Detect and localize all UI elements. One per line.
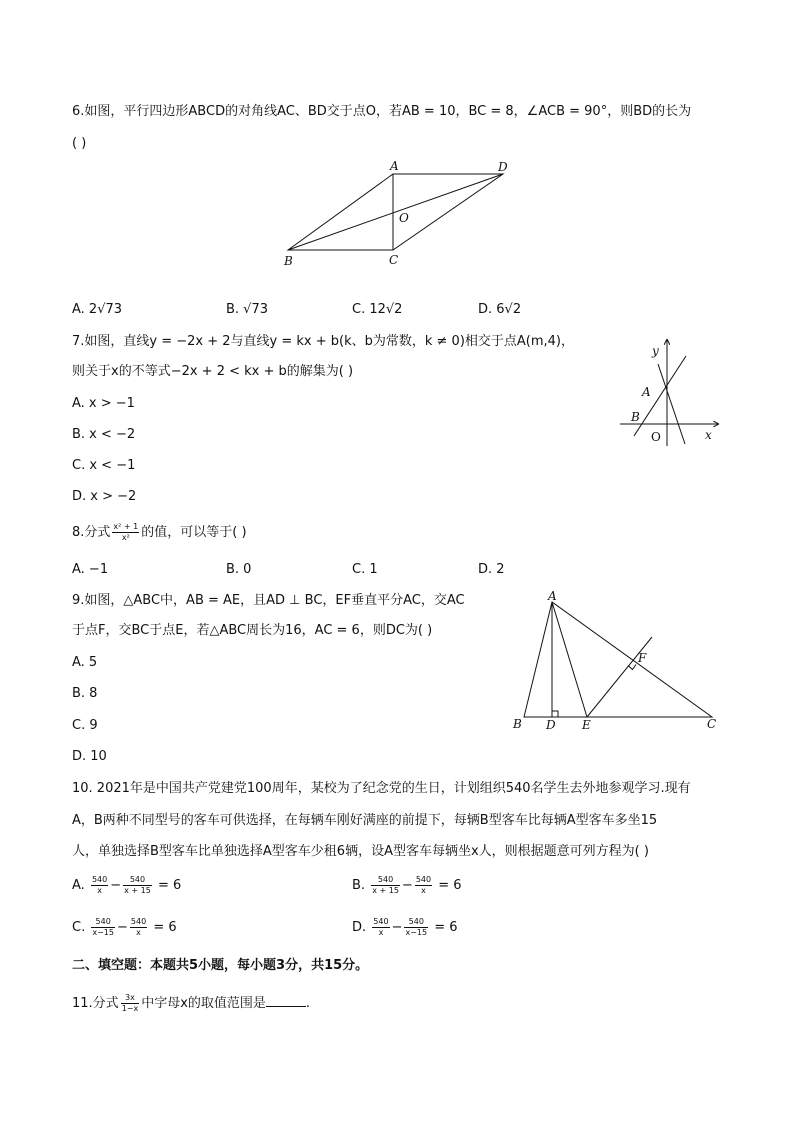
q7-label-y: y xyxy=(652,344,659,358)
q7-stem-line2: 则关于x的不等式−2x + 2 < kx + b的解集为( ) xyxy=(72,364,354,379)
q7-stem-line1: 7.如图，直线y = −2x + 2与直线y = kx + b(k、b为常数，k ≠ 0)相交于点A(m,4)， xyxy=(72,334,575,349)
q10-b-num1: 540 xyxy=(371,875,400,886)
q8-prefix: 8.分式 xyxy=(72,525,111,540)
q10-option-c[interactable] xyxy=(72,914,177,942)
q10-option-d[interactable] xyxy=(352,914,458,942)
q7-option-b[interactable]: B. x < −2 xyxy=(72,427,136,442)
q10-d-den2: x−15 xyxy=(405,928,428,937)
q10-a-den2: x + 15 xyxy=(124,886,151,895)
q8-fraction xyxy=(112,522,139,543)
q7-label-o: O xyxy=(651,430,661,444)
q8-option-b[interactable]: B. 0 xyxy=(226,562,252,577)
q10-a-num1: 540 xyxy=(91,875,108,884)
q6-answer-paren: ( ) xyxy=(72,136,87,151)
q7-coordinate-figure xyxy=(618,338,724,448)
q6-label-d: D xyxy=(498,160,508,174)
q6-label-b: B xyxy=(284,254,293,268)
q10-option-c-label: C. xyxy=(72,920,86,935)
q10-option-b[interactable] xyxy=(352,872,462,900)
q9-label-c: C xyxy=(707,717,717,731)
q7-label-x: x xyxy=(705,428,712,442)
q9-option-b[interactable]: B. 8 xyxy=(72,686,98,701)
q6-option-c[interactable]: C. 12√2 xyxy=(352,302,403,317)
q10-option-d-label: D. xyxy=(352,920,367,935)
q7-line-decreasing xyxy=(658,364,685,444)
q7-option-a[interactable]: A. x > −1 xyxy=(72,396,135,411)
q10-a-den1: x xyxy=(97,886,102,895)
q8-option-c[interactable]: C. 1 xyxy=(352,562,378,577)
q9-stem-line1: 9.如图，△ABC中，AB = AE，且AD ⊥ BC，EF垂直平分AC，交AC xyxy=(72,593,465,608)
section2-title: 二、填空题：本题共5小题，每小题3分，共15分。 xyxy=(72,958,369,973)
q10-stem-line3: 人，单独选择B型客车比单独选择A型客车少租6辆，设A型客车每辆坐x人，则根据题意可列方程为( ) xyxy=(72,844,649,859)
q10-d-op: − xyxy=(391,920,403,935)
q6-option-d[interactable]: D. 6√2 xyxy=(478,302,522,317)
q9-right-angle-d xyxy=(552,711,558,717)
q10-option-a[interactable] xyxy=(72,872,181,900)
q7-label-a: A xyxy=(642,385,651,399)
q10-a-rhs: = 6 xyxy=(157,878,182,893)
q9-option-a[interactable]: A. 5 xyxy=(72,655,98,670)
q11-frac-denominator: 1−x xyxy=(121,1004,139,1013)
q8-frac-denominator: x² xyxy=(121,533,130,542)
q11-frac-numerator: 3x xyxy=(121,993,140,1004)
q6-label-c: C xyxy=(389,253,399,267)
q9-triangle-figure xyxy=(508,588,728,738)
q9-stem-line2: 于点F，交BC于点E，若△ABC周长为16，AC = 6，则DC为( ) xyxy=(72,623,433,638)
q9-segment-ae xyxy=(552,602,587,717)
q10-option-b-label: B. xyxy=(352,878,366,893)
q8-frac-numerator: x² + 1 xyxy=(113,522,139,531)
q10-c-num1: 540 xyxy=(91,917,115,928)
q6-diagonal-bd xyxy=(288,174,503,250)
q8-suffix: 的值，可以等于( ) xyxy=(141,525,247,540)
q7-option-d[interactable]: D. x > −2 xyxy=(72,489,137,504)
q6-label-a: A xyxy=(390,159,399,173)
q10-b-op: − xyxy=(401,878,413,893)
q10-option-a-label: A. xyxy=(72,878,85,893)
q10-b-num2: 540 xyxy=(415,875,432,884)
q10-d-num2: 540 xyxy=(404,917,428,928)
q10-b-rhs: = 6 xyxy=(438,878,462,893)
q10-c-num2: 540 xyxy=(130,917,147,926)
q9-label-e: E xyxy=(582,718,591,732)
q7-option-c[interactable]: C. x < −1 xyxy=(72,458,136,473)
q10-d-num1: 540 xyxy=(373,917,389,926)
q7-label-b: B xyxy=(631,410,640,424)
q6-label-o: O xyxy=(399,211,409,225)
q6-parallelogram-figure xyxy=(280,158,520,270)
q9-option-d[interactable]: D. 10 xyxy=(72,749,107,764)
q6-option-b[interactable]: B. √73 xyxy=(226,302,269,317)
q10-a-num2: 540 xyxy=(123,875,152,886)
q10-d-rhs: = 6 xyxy=(434,920,458,935)
q11-stem xyxy=(72,990,310,1018)
q11-suffix: 中字母x的取值范围是 xyxy=(141,996,266,1011)
q6-stem: 6.如图，平行四边形ABCD的对角线AC、BD交于点O，若AB = 10，BC = 8，∠ACB = 90°，则BD的长为 xyxy=(72,104,692,119)
q11-end: . xyxy=(305,996,311,1011)
q10-a-op: − xyxy=(110,878,122,893)
q8-stem xyxy=(72,520,247,546)
q10-b-den2: x xyxy=(421,886,426,895)
q10-c-den2: x xyxy=(136,928,141,937)
q11-prefix: 11.分式 xyxy=(72,996,119,1011)
q10-c-den1: x−15 xyxy=(92,928,114,937)
q10-b-den1: x + 15 xyxy=(372,886,399,895)
q8-option-a[interactable]: A. −1 xyxy=(72,562,109,577)
q10-stem-line2: A，B两种不同型号的客车可供选择，在每辆车刚好满座的前提下，每辆B型客车比每辆A型客车多坐15 xyxy=(72,813,658,828)
q10-c-op: − xyxy=(116,920,128,935)
q10-stem-line1: 10. 2021年是中国共产党建党100周年，某校为了纪念党的生日，计划组织540名学生去外地参观学习.现有 xyxy=(72,781,691,796)
q9-option-c[interactable]: C. 9 xyxy=(72,718,98,733)
q9-label-d: D xyxy=(546,718,556,732)
q9-label-b: B xyxy=(513,717,522,731)
q6-option-a[interactable]: A. 2√73 xyxy=(72,302,123,317)
q10-d-den1: x xyxy=(378,928,384,937)
q8-option-d[interactable]: D. 2 xyxy=(478,562,505,577)
q11-answer-blank[interactable] xyxy=(266,994,306,1007)
q11-fraction xyxy=(121,993,140,1014)
q9-perpendicular-bisector-ef xyxy=(587,637,652,717)
q10-c-rhs: = 6 xyxy=(153,920,177,935)
q9-label-f: F xyxy=(638,651,647,665)
q9-label-a: A xyxy=(548,589,557,603)
